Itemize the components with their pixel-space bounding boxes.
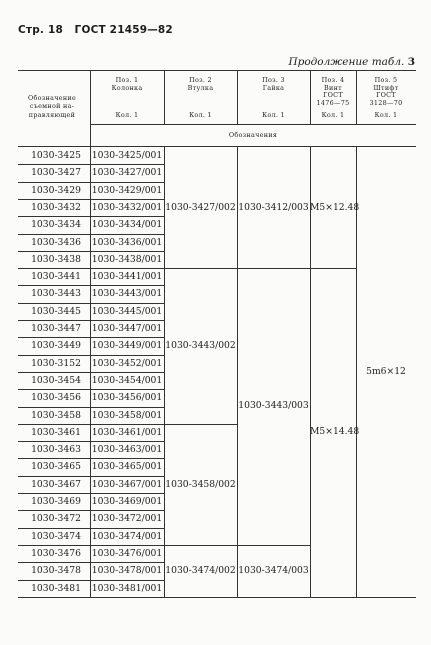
row-designation: 1030-3447 [31,323,81,334]
row-designation: 1030-3476 [31,547,81,559]
part-header-qty: Кол. 1 [374,111,398,119]
row-column-designation: 1030-3458/001 [91,409,163,421]
row-column-designation: 1030-3447/001 [91,323,163,334]
bushing-value: 1030-3474/002 [165,564,236,576]
nut-value: 1030-3412/003 [238,202,309,213]
row-column-designation: 1030-3438/001 [91,253,163,265]
row-column-designation: 1030-3429/001 [91,184,163,196]
row-rule [18,597,164,598]
part-header-pos: Поз. 2 [189,76,212,84]
bushing-value: 1030-3458/002 [165,478,236,490]
part-header-name: Винт [324,83,342,92]
row-column-designation: 1030-3474/001 [91,530,163,542]
row-column-designation: 1030-3449/001 [91,340,163,352]
bushing-value: 1030-3427/002 [165,202,236,213]
page-label: Стр. 18 [18,24,63,36]
part-header-name: Штифт [373,83,399,92]
row-column-designation: 1030-3461/001 [91,426,163,438]
page-header [18,24,173,36]
part-header-pos: Поз. 5 [374,76,398,84]
screw-value: M5×14.48 [310,426,360,438]
part-header-qty: Кол. 1 [115,111,139,119]
row-designation: 1030-3434 [31,219,81,231]
part-header-name: Колонка [111,83,143,92]
row-column-designation: 1030-3432/001 [91,201,163,213]
row-column-designation: 1030-3443/001 [91,288,163,300]
row-designation: 1030-3469 [31,496,81,507]
row-designation: 1030-3472 [31,513,81,525]
row-column-designation: 1030-3434/001 [91,219,163,231]
row-column-designation: 1030-3467/001 [91,478,163,490]
row-designation: 1030-3478 [31,565,81,577]
row-column-designation: 1030-3472/001 [91,513,163,525]
part-header-qty: Кол. 1 [262,111,285,119]
designation-header-line: Обозначение [27,94,77,102]
row-column-designation: 1030-3478/001 [91,565,163,577]
part-header-pos: Поз. 3 [262,76,285,84]
row-column-designation: 1030-3469/001 [91,496,163,507]
row-designation: 1030-3438 [31,253,81,265]
row-designation: 1030-3427 [31,167,81,179]
row-column-designation: 1030-3427/001 [91,167,163,179]
row-column-designation: 1030-3445/001 [91,305,163,317]
part-header-name: Гайка [262,83,285,92]
row-designation: 1030-3425 [31,150,81,161]
row-column-designation: 1030-3441/001 [91,271,163,283]
part-header-name: Втулка [187,83,214,92]
part-header-qty: Кол. 1 [321,111,345,119]
screw-value: M5×12.48 [310,202,360,213]
row-column-designation: 1030-3454/001 [91,374,163,386]
part-header-qty: Кол. 1 [189,111,212,119]
row-column-designation: 1030-3456/001 [91,392,163,404]
row-designation: 1030-3445 [31,305,81,317]
table-number: 3 [407,56,415,68]
subheader-designations: Обозначения [228,131,278,139]
row-designation: 1030-3467 [31,478,81,490]
part-header-pos: Поз. 1 [115,76,139,84]
continuation-text: Продолжение табл. [288,56,405,68]
designation-header-line: правляющей [28,110,76,119]
row-designation: 1030-3461 [31,426,81,438]
row-column-designation: 1030-3425/001 [91,150,163,161]
row-designation: 1030-3458 [31,409,81,421]
part-header-std2: 1476—75 [316,98,350,107]
row-designation: 1030-3474 [31,530,81,542]
row-designation: 1030-3152 [31,357,81,369]
row-designation: 1030-3481 [31,582,81,594]
row-designation: 1030-3465 [31,461,81,473]
row-column-designation: 1030-3463/001 [91,444,163,456]
table-continuation-caption [288,56,415,68]
part-header-std1: ГОСТ [323,91,343,100]
row-designation: 1030-3436 [31,236,81,248]
row-column-designation: 1030-3465/001 [91,461,163,473]
bushing-value: 1030-3443/002 [165,340,236,352]
row-designation: 1030-3454 [31,374,81,386]
part-header-std1: ГОСТ [376,91,396,100]
row-column-designation: 1030-3452/001 [91,357,163,369]
nut-value: 1030-3474/003 [238,564,309,576]
designation-header-line: съемной на- [29,102,75,111]
row-column-designation: 1030-3436/001 [91,236,163,248]
row-column-designation: 1030-3476/001 [91,547,163,559]
row-designation: 1030-3432 [31,201,81,213]
standard-code: ГОСТ 21459—82 [74,24,173,36]
row-column-designation: 1030-3481/001 [91,582,163,594]
part-header-std2: 3128—70 [369,98,403,107]
pin-value: 5m6×12 [366,366,406,377]
row-designation: 1030-3449 [31,340,81,352]
part-header-pos: Поз. 4 [321,76,345,84]
row-designation: 1030-3429 [31,184,81,196]
row-designation: 1030-3441 [31,271,81,283]
nut-value: 1030-3443/003 [238,400,309,412]
row-designation: 1030-3456 [31,392,81,404]
row-designation: 1030-3463 [31,444,81,456]
row-designation: 1030-3443 [31,288,81,300]
